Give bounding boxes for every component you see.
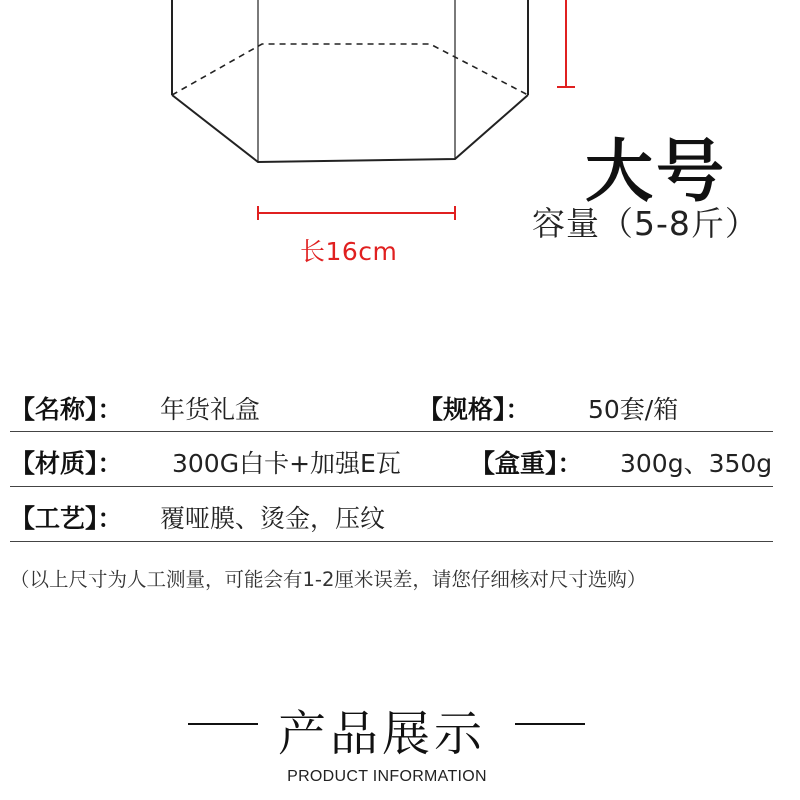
material-key: 【材质】： <box>10 449 123 478</box>
spec-row-craft <box>10 499 773 531</box>
spec-divider-1 <box>10 431 773 432</box>
height-dimension-marker <box>557 0 575 87</box>
spec-key: 【规格】： <box>418 395 531 424</box>
spec-row-material <box>10 444 773 476</box>
heading-rule-left <box>188 723 258 725</box>
craft-value: 覆哑膜、烫金，压纹 <box>160 504 386 533</box>
spec-divider-3 <box>10 541 773 542</box>
name-value: 年货礼盒 <box>160 395 261 424</box>
material-value: 300G白卡+加强E瓦 <box>172 449 401 478</box>
length-label: 长16cm <box>300 237 398 266</box>
measurement-note: （以上尺寸为人工测量，可能会有1-2厘米误差，请您仔细核对尺寸选购） <box>10 568 647 591</box>
spec-row-name <box>10 390 773 422</box>
spec-divider-2 <box>10 486 773 487</box>
product-information-subtitle: PRODUCT INFORMATION <box>287 768 487 785</box>
product-display-title: 产品展示 <box>278 706 487 762</box>
length-dimension-marker <box>258 206 455 220</box>
heading-rule-right <box>515 723 585 725</box>
size-title: 大号 <box>585 133 728 212</box>
weight-key: 【盒重】： <box>470 449 583 478</box>
box-bottom-back-hidden <box>172 44 528 95</box>
name-key: 【名称】： <box>10 395 123 424</box>
hexagonal-box-outline <box>172 0 528 162</box>
weight-value: 300g、350g <box>620 449 773 478</box>
capacity-text: 容量（5-8斤） <box>532 204 759 243</box>
box-bottom-front <box>172 95 528 162</box>
product-display-heading <box>0 695 800 762</box>
craft-key: 【工艺】： <box>10 504 123 533</box>
spec-value: 50套/箱 <box>588 395 679 424</box>
